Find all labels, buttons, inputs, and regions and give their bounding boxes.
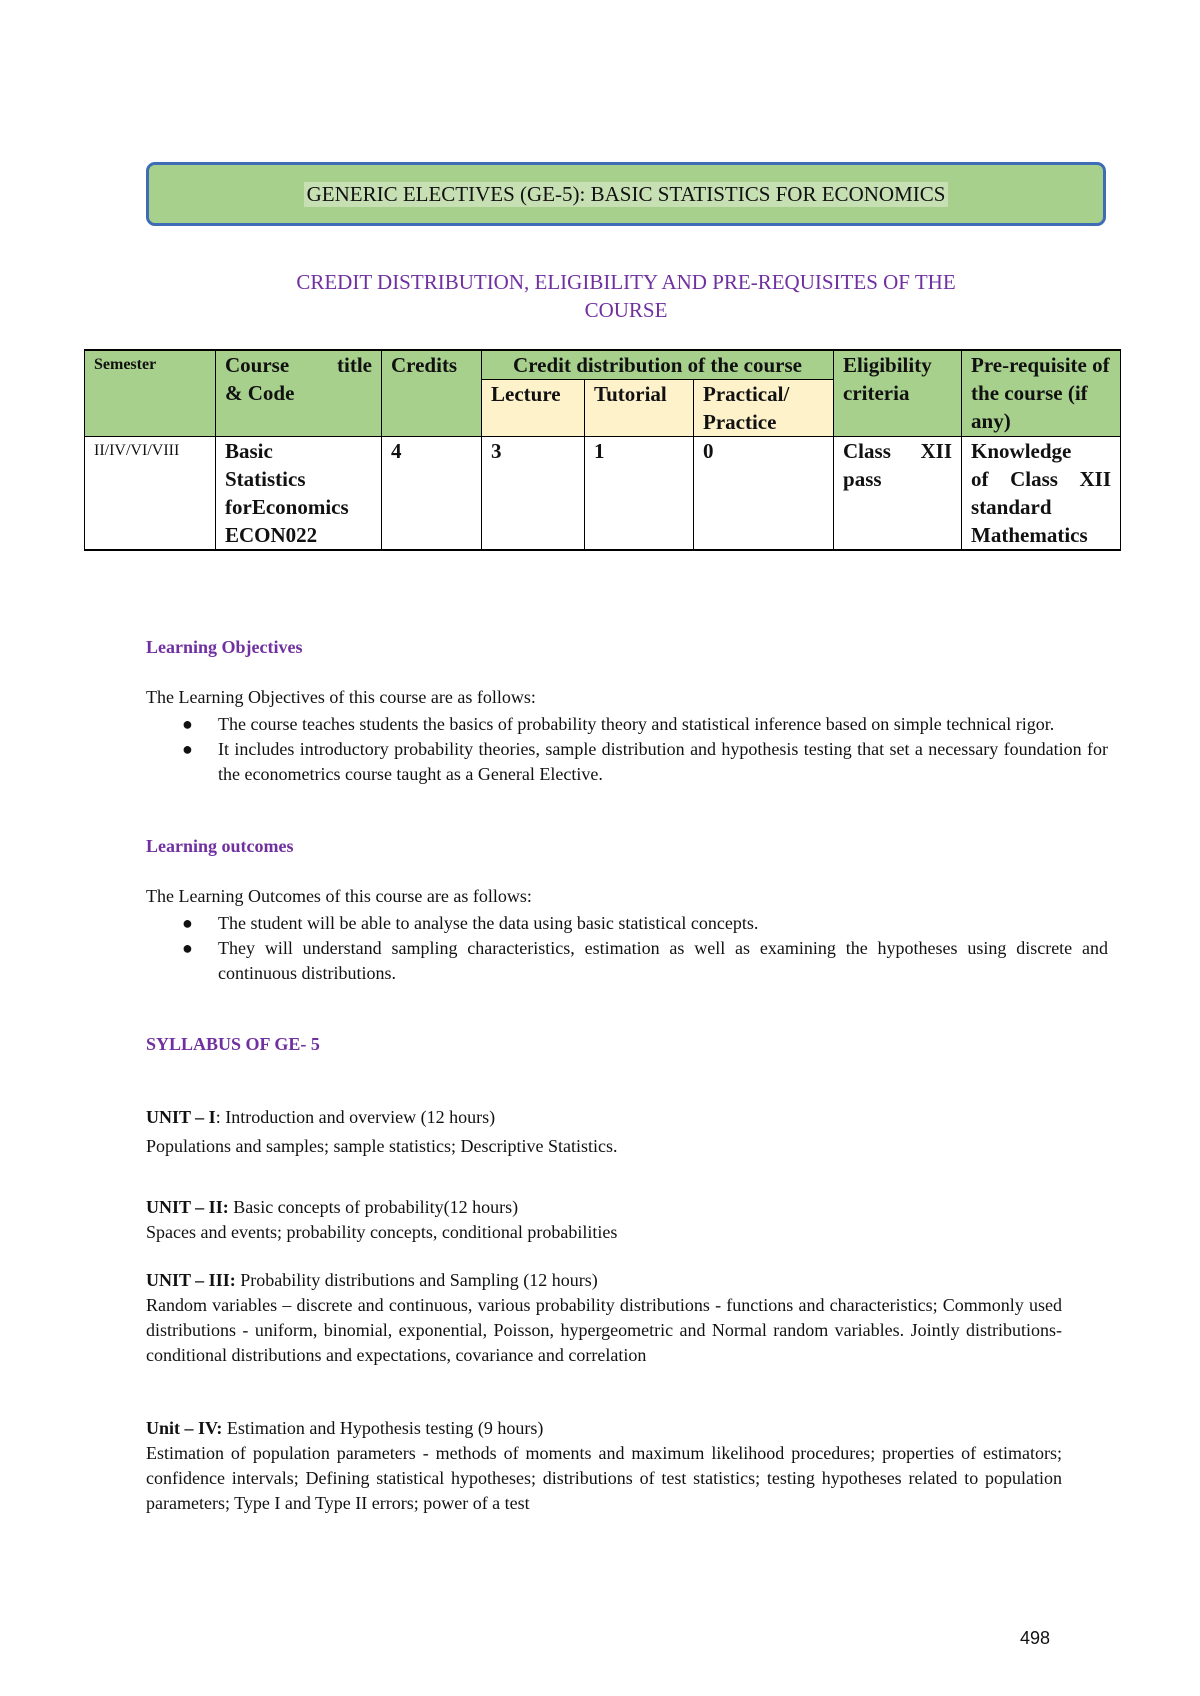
cell-tutorial: 1 [585,437,694,551]
unit-label: UNIT – II: [146,1197,229,1217]
unit-4 [146,1416,1062,1516]
list-item: ● The student will be able to analyse the data using basic statistical concepts. [146,911,1108,936]
cell-lecture: 3 [482,437,585,551]
header-lecture: Lecture [482,380,585,437]
course-title: GENERIC ELECTIVES (GE-5): BASIC STATISTICS FOR ECONOMICS [304,182,949,207]
bullet-icon: ● [182,739,193,759]
learning-outcomes-list [146,911,1108,986]
unit-title: : Introduction and overview (12 hours) [215,1107,496,1127]
header-eligibility: Eligibility criteria [834,350,962,437]
course-title-box [146,162,1106,226]
syllabus-heading: SYLLABUS OF GE- 5 [146,1034,320,1054]
list-item: ● The course teaches students the basics of probability theory and statistical inference based on simple technical rigor. [146,712,1108,737]
header-tutorial: Tutorial [585,380,694,437]
header-semester: Semester [85,350,216,437]
unit-label: UNIT – III: [146,1270,236,1290]
bullet-icon: ● [182,714,193,734]
cell-prerequisite: Knowledge of Class XII standard Mathematics [962,437,1121,551]
learning-objectives-list [146,712,1108,787]
table-row [85,437,1121,551]
header-credit-distribution: Credit distribution of the course [482,350,834,380]
cell-practical: 0 [694,437,834,551]
learning-objectives-heading: Learning Objectives [146,637,303,657]
subtitle-line-2: COURSE [584,298,668,322]
unit-description: Spaces and events; probability concepts, conditional probabilities [146,1222,618,1242]
bullet-icon: ● [182,913,193,933]
learning-objectives-intro: The Learning Objectives of this course are as follows: [146,687,536,707]
header-prerequisite: Pre-requisite of the course (if any) [962,350,1121,437]
unit-3 [146,1268,1062,1368]
unit-description: Estimation of population parameters - methods of moments and maximum likelihood procedures; properties of estimators; confidence intervals; Defining statistical hypotheses; distributions of test statistics; testing hypotheses related to population parameters; Type I and Type II errors; power of a test [146,1443,1062,1513]
unit-title: Probability distributions and Sampling (12 hours) [235,1270,598,1290]
cell-semester: II/IV/VI/VIII [85,437,216,551]
page-number: 498 [1020,1628,1051,1648]
list-item: ● It includes introductory probability theories, sample distribution and hypothesis testing that set a necessary foundation for the econometrics course taught as a General Elective. [182,739,1108,784]
header-practical: Practical/ Practice [694,380,834,437]
unit-2 [146,1195,1062,1245]
cell-eligibility: Class XII pass [834,437,962,551]
header-course-title: Course title & Code [216,350,382,437]
unit-title: Estimation and Hypothesis testing (9 hours) [222,1418,544,1438]
bullet-icon: ● [182,938,193,958]
unit-title: Basic concepts of probability(12 hours) [228,1197,519,1217]
unit-description: Populations and samples; sample statistics; Descriptive Statistics. [146,1136,618,1156]
subtitle-line-1: CREDIT DISTRIBUTION, ELIGIBILITY AND PRE-REQUISITES OF THE [296,270,956,294]
unit-1 [146,1105,1062,1159]
header-credits: Credits [382,350,482,437]
credit-table [84,349,1121,551]
learning-outcomes-intro: The Learning Outcomes of this course are as follows: [146,886,532,906]
section-subtitle [146,268,1106,324]
learning-outcomes-heading: Learning outcomes [146,836,294,856]
unit-description: Random variables – discrete and continuous, various probability distributions - functions and characteristics; Commonly used distributions - uniform, binomial, exponential, Poisson, hypergeometric and Normal random variables. Jointly distributions- conditional distributions and expectations, covariance and correlation [146,1295,1062,1365]
list-item: ● They will understand sampling characteristics, estimation as well as examining the hypotheses using discrete and continuous distributions. [182,938,1108,983]
cell-credits: 4 [382,437,482,551]
unit-label: UNIT – I [146,1107,216,1127]
unit-label: Unit – IV: [146,1418,223,1438]
cell-course: Basic Statistics forEconomics ECON022 [216,437,382,551]
